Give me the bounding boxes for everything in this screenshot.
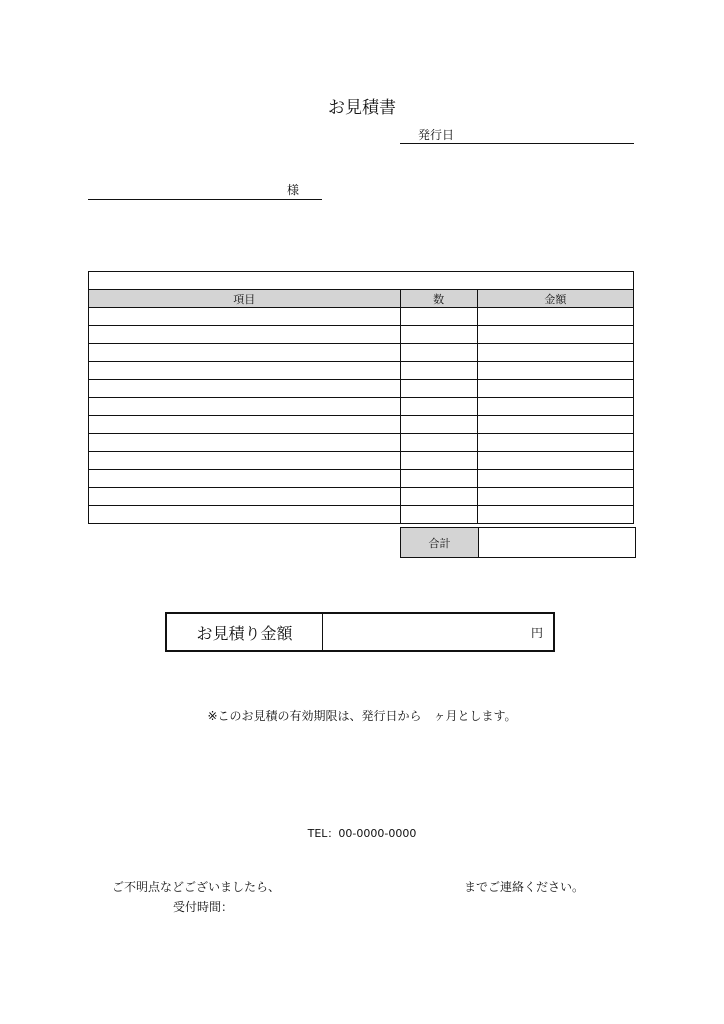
table-row [89,416,634,434]
recipient-line [88,199,322,200]
item-cell[interactable] [89,506,401,524]
table-row [89,362,634,380]
item-cell[interactable] [89,398,401,416]
amount-cell[interactable] [477,362,633,380]
item-cell[interactable] [89,344,401,362]
estimate-amount-label: お見積り金額 [167,614,323,650]
quantity-cell[interactable] [400,452,477,470]
contact-tail-text: までご連絡ください。 [464,880,585,894]
validity-note: ※このお見積の有効期限は、発行日から ヶ月とします。 [207,709,517,723]
item-cell[interactable] [89,416,401,434]
quantity-cell[interactable] [400,506,477,524]
document-title: お見積書 [328,98,396,118]
quantity-cell[interactable] [400,416,477,434]
table-row [89,326,634,344]
amount-cell[interactable] [477,416,633,434]
total-value-cell[interactable] [479,528,636,558]
quantity-cell[interactable] [400,308,477,326]
amount-cell[interactable] [477,398,633,416]
quantity-cell[interactable] [400,488,477,506]
contact-lead-text: ご不明点などございましたら、 [112,880,281,894]
issue-date-label: 発行日 [418,128,455,142]
quantity-cell[interactable] [400,326,477,344]
table-row [89,308,634,326]
amount-cell[interactable] [477,434,633,452]
item-cell[interactable] [89,362,401,380]
recipient-suffix: 様 [287,183,300,197]
amount-cell[interactable] [477,470,633,488]
table-row [89,434,634,452]
estimate-amount-value[interactable] [323,614,553,650]
amount-cell[interactable] [477,506,633,524]
estimate-amount-box [165,612,555,652]
quantity-cell[interactable] [400,344,477,362]
table-header-row [89,290,634,308]
amount-cell[interactable] [477,326,633,344]
total-table [400,527,636,558]
amount-cell[interactable] [477,452,633,470]
item-cell[interactable] [89,308,401,326]
quantity-cell[interactable] [400,434,477,452]
table-row [89,488,634,506]
reception-hours-label: 受付時間： [173,900,234,914]
quantity-cell[interactable] [400,362,477,380]
tel-number: TEL：00-0000-0000 [307,827,417,840]
table-top-blank-row [89,272,634,290]
total-label: 合計 [401,528,479,558]
table-row [89,344,634,362]
item-cell[interactable] [89,470,401,488]
item-cell[interactable] [89,326,401,344]
items-table [88,271,634,524]
amount-cell[interactable] [477,308,633,326]
amount-cell[interactable] [477,344,633,362]
amount-cell[interactable] [477,380,633,398]
currency-unit: 円 [530,625,543,640]
quantity-cell[interactable] [400,380,477,398]
issue-date-line [400,143,634,144]
quantity-cell[interactable] [400,398,477,416]
table-row [89,506,634,524]
table-row [89,452,634,470]
item-cell[interactable] [89,380,401,398]
header-quantity: 数 [400,290,477,308]
table-row [89,380,634,398]
quantity-cell[interactable] [400,470,477,488]
table-row [89,398,634,416]
item-cell[interactable] [89,434,401,452]
item-cell[interactable] [89,488,401,506]
header-item: 項目 [89,290,401,308]
item-cell[interactable] [89,452,401,470]
table-row [89,470,634,488]
header-amount: 金額 [477,290,633,308]
amount-cell[interactable] [477,488,633,506]
